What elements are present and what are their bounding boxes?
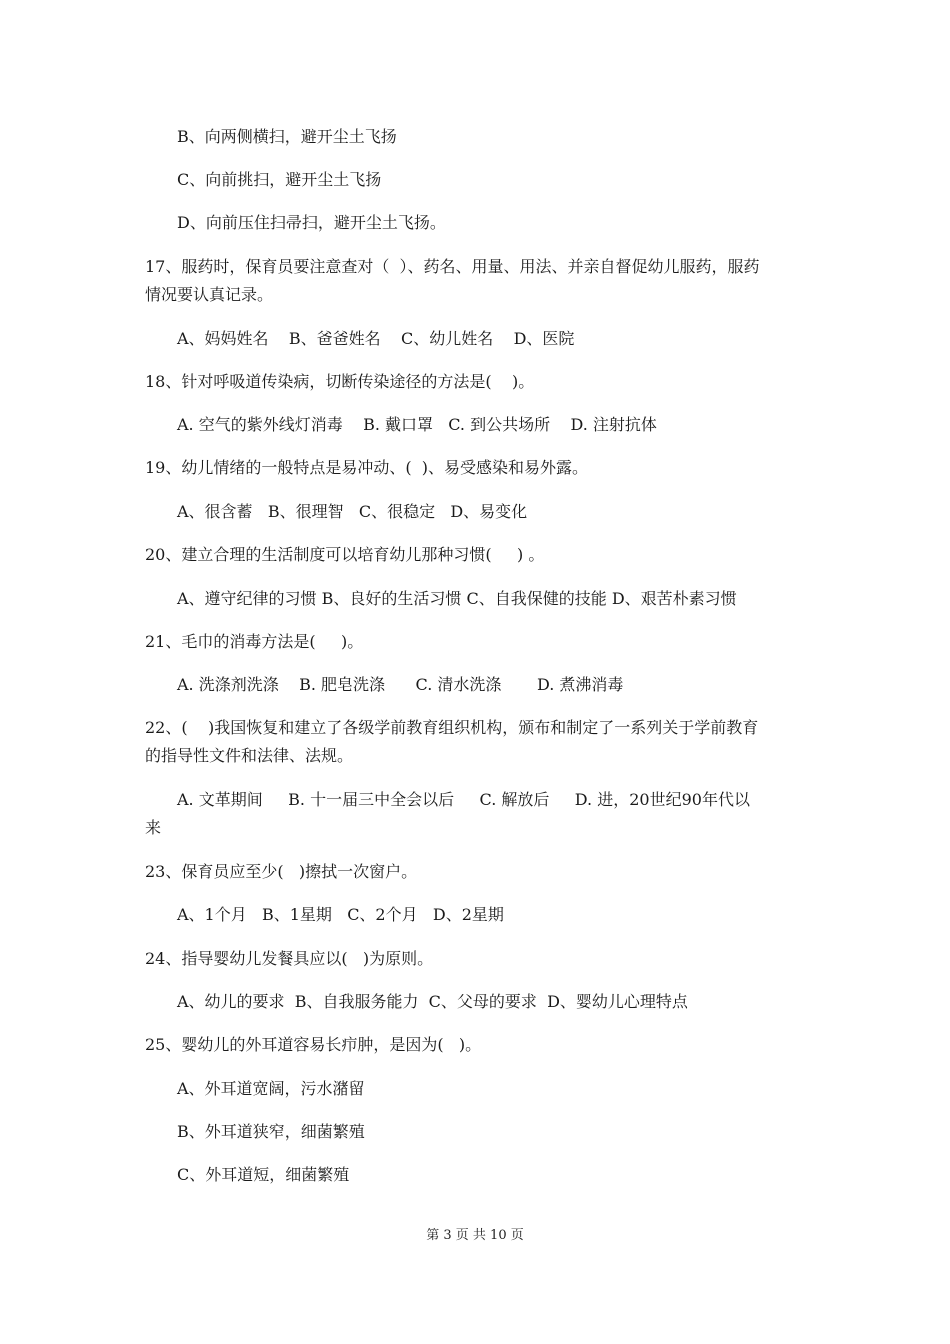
question-17-continued: 情况要认真记录。	[145, 285, 274, 304]
question-21-options: A. 洗涤剂洗涤 B. 肥皂洗涤 C. 清水洗涤 D. 煮沸消毒	[177, 675, 624, 694]
question-23: 23、保育员应至少( )擦拭一次窗户。	[145, 862, 418, 881]
question-17: 17、服药时，保育员要注意查对（ ）、药名、用量、用法、并亲自督促幼儿服药，服药	[145, 257, 760, 276]
question-23-options: A、1个月 B、1星期 C、2个月 D、2星期	[177, 905, 504, 924]
question-21: 21、毛巾的消毒方法是( )。	[145, 632, 364, 651]
question-22-options-continued: 来	[145, 818, 162, 837]
question-24: 24、指导婴幼儿发餐具应以( )为原则。	[145, 949, 434, 968]
option-line: B、向两侧横扫，避开尘土飞扬	[177, 127, 397, 146]
option-line: D、向前压住扫帚扫，避开尘土飞扬。	[177, 213, 446, 232]
question-18: 18、针对呼吸道传染病，切断传染途径的方法是( )。	[145, 372, 535, 391]
question-22-continued: 的指导性文件和法律、法规。	[145, 746, 354, 765]
question-22-options: A. 文革期间 B. 十一届三中全会以后 C. 解放后 D. 进，20世纪90年代以	[177, 790, 750, 809]
question-25-option-c: C、外耳道短，细菌繁殖	[177, 1165, 350, 1184]
question-18-options: A. 空气的紫外线灯消毒 B. 戴口罩 C. 到公共场所 D. 注射抗体	[177, 415, 657, 434]
question-25-option-a: A、外耳道宽阔，污水潴留	[177, 1079, 365, 1098]
question-19-options: A、很含蓄 B、很理智 C、很稳定 D、易变化	[177, 502, 528, 521]
question-20-options: A、遵守纪律的习惯 B、良好的生活习惯 C、自我保健的技能 D、艰苦朴素习惯	[177, 589, 737, 608]
question-17-options: A、妈妈姓名 B、爸爸姓名 C、幼儿姓名 D、医院	[177, 329, 575, 348]
question-19: 19、幼儿情绪的一般特点是易冲动、( )、易受感染和易外露。	[145, 458, 589, 477]
question-22: 22、( )我国恢复和建立了各级学前教育组织机构，颁布和制定了一系列关于学前教育	[145, 718, 759, 737]
page-footer: 第 3 页 共 10 页	[426, 1228, 524, 1243]
question-24-options: A、幼儿的要求 B、自我服务能力 C、父母的要求 D、婴幼儿心理特点	[177, 992, 688, 1011]
question-20: 20、建立合理的生活制度可以培育幼儿那种习惯( ) 。	[145, 545, 545, 564]
option-line: C、向前挑扫，避开尘土飞扬	[177, 170, 382, 189]
question-25-option-b: B、外耳道狭窄，细菌繁殖	[177, 1122, 365, 1141]
question-25: 25、婴幼儿的外耳道容易长疖肿，是因为( )。	[145, 1035, 482, 1054]
